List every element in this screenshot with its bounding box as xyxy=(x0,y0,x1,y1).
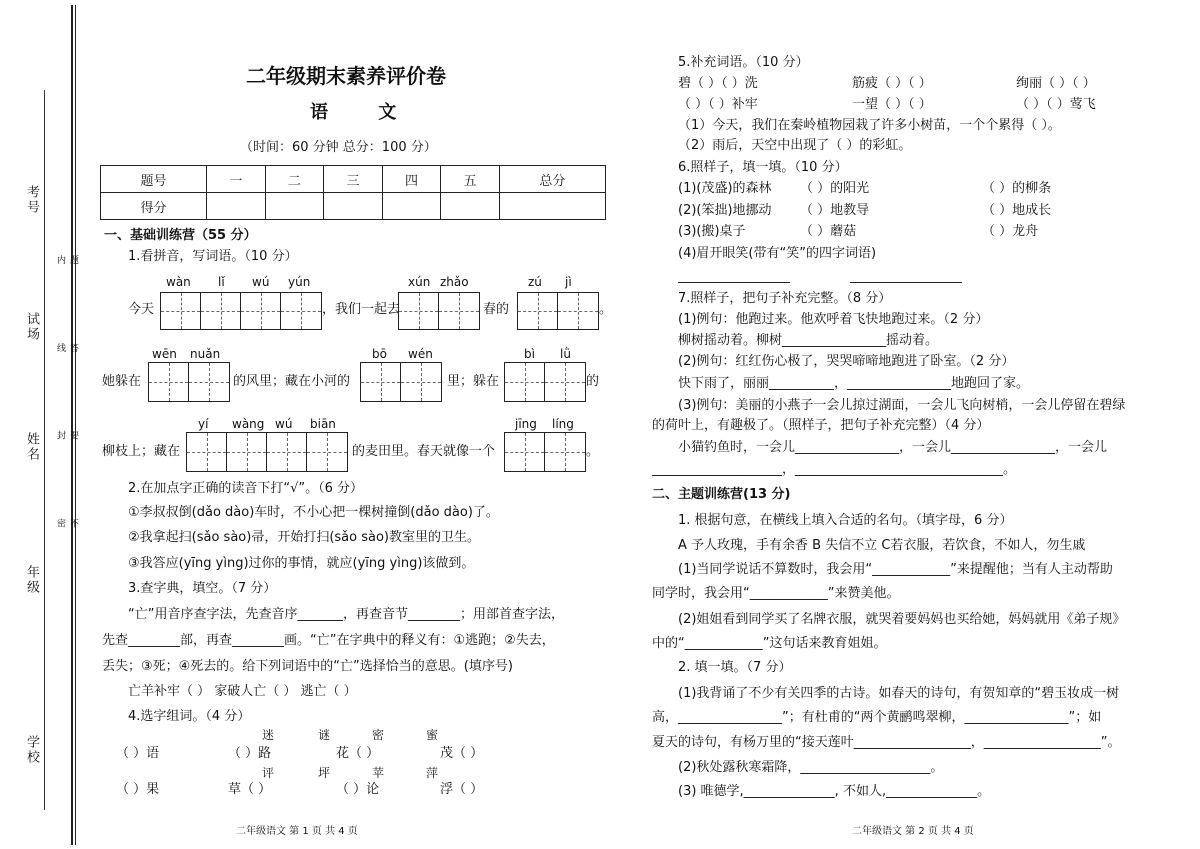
q4-char: 密 xyxy=(372,728,385,742)
score-cell[interactable] xyxy=(324,193,383,220)
pinyin: lǐ xyxy=(218,275,225,289)
score-table xyxy=(100,165,606,220)
q4-char: 坪 xyxy=(318,766,331,780)
score-header-cell: 五 xyxy=(441,166,500,193)
score-cell[interactable] xyxy=(441,193,500,220)
t2-line: (1)我背诵了不少有关四季的古诗。如春天的诗句，有贺知章的“碧玉妆成一树 xyxy=(678,686,1120,701)
time-info: （时间：60 分钟 总分：100 分） xyxy=(240,140,437,155)
field-nianji: 年级 xyxy=(24,565,39,595)
score-cell[interactable] xyxy=(207,193,266,220)
q1-text: 的 xyxy=(586,374,600,389)
t1-line: 同学时，我会用“____________”来赞美他。 xyxy=(652,586,900,601)
q6-cell: (2)(笨拙)地挪动 xyxy=(678,203,772,218)
pinyin: wēn xyxy=(152,347,177,361)
q4-char: 评 xyxy=(262,766,275,780)
score-cell[interactable] xyxy=(499,193,605,220)
q4-char: 谜 xyxy=(318,728,331,742)
pinyin: líng xyxy=(552,417,574,431)
q7-line: (3)例句：美丽的小燕子一会儿掠过湖面，一会儿飞向树梢，一会儿停留在碧绿 xyxy=(678,398,1126,413)
pinyin: bì xyxy=(524,347,535,361)
q4-item: 浮（ ） xyxy=(440,782,484,797)
t2-title: 2. 填一填。（7 分） xyxy=(678,660,792,675)
q3-line: 先查________部，再查________画。“亡”在字典中的释义有：①逃跑；②失去， xyxy=(102,633,555,648)
q6-cell: （ ）龙舟 xyxy=(982,224,1039,239)
t1-line: 中的“____________”这句话来教育姐姐。 xyxy=(652,636,887,651)
q6-cell: （ ）蘑菇 xyxy=(800,224,857,239)
q5-sentence: （1）今天，我们在秦岭植物园栽了许多小树苗，一个个累得（ ）。 xyxy=(678,118,1061,133)
q2-title: 2.在加点字正确的读音下打“√”。（6 分） xyxy=(128,481,364,496)
q7-line: 的荷叶上，有趣极了。（照样子，把句子补充完整）（4 分） xyxy=(652,418,990,433)
pinyin: lǜ xyxy=(560,347,571,361)
q7-line: 小猫钓鱼时，一会儿________________，一会儿________________，一会儿 xyxy=(678,440,1108,455)
q5-item: （ ）（ ）莺飞 xyxy=(1016,97,1096,112)
q1-text: ，我们一起去 xyxy=(322,302,401,317)
q6-cell: （ ）地教导 xyxy=(800,203,870,218)
pinyin: wú xyxy=(252,275,270,289)
q7-line: (2)例句：红红伤心极了，哭哭啼啼地跑进了卧室。（2 分） xyxy=(678,354,1015,369)
q4-char: 迷 xyxy=(262,728,275,742)
q5-item: （ ）（ ）补牢 xyxy=(678,97,758,112)
q4-char: 萍 xyxy=(426,766,439,780)
pinyin: xún xyxy=(408,275,431,289)
t2-line: (2)秋处露秋寒霜降，____________________。 xyxy=(678,760,944,775)
t1-line: (1)当同学说话不算数时，我会用“____________”来提醒他；当有人主动帮助 xyxy=(678,562,1113,577)
score-header-cell: 三 xyxy=(324,166,383,193)
field-xuexiao: 学校 xyxy=(24,735,39,765)
q5-title: 5.补充词语。（10 分） xyxy=(678,55,809,70)
q1-text: 里；躲在 xyxy=(447,374,500,389)
pinyin: nuǎn xyxy=(190,347,221,361)
q5-sentence: （2）雨后，天空中出现了（ ）的彩虹。 xyxy=(678,138,912,153)
tianzige-box[interactable] xyxy=(504,432,586,472)
score-cell[interactable] xyxy=(382,193,441,220)
q7-line: ____________________，________________________________。 xyxy=(652,462,1016,477)
section-2-heading: 二、主题训练营(13 分) xyxy=(652,487,791,502)
field-shichang: 试场 xyxy=(24,312,39,342)
q6-cell: （ ）的阳光 xyxy=(800,181,870,196)
q4-item: （ ）路 xyxy=(228,746,272,761)
q1-text: 的麦田里。春天就像一个 xyxy=(352,444,496,459)
pinyin: wàn xyxy=(166,275,191,289)
q4-item: （ ）果 xyxy=(116,782,160,797)
q6-cell: （ ）的柳条 xyxy=(982,181,1052,196)
q5-item: 碧（ ）（ ）洗 xyxy=(678,76,758,91)
score-row-label: 得分 xyxy=(101,193,207,220)
q2-item: ①李叔叔倒(dǎo dào)车时，不小心把一棵树撞倒(dǎo dào)了。 xyxy=(128,505,499,520)
pinyin: wú xyxy=(275,417,293,431)
q5-item: 绚丽（ ）（ ） xyxy=(1016,76,1096,91)
q1-title: 1.看拼音，写词语。（10 分） xyxy=(128,249,298,264)
tianzige-box[interactable] xyxy=(186,432,348,472)
q4-item: 花（ ） xyxy=(336,746,380,761)
t2-line: (3) 唯德学,______________, 不如人,______________。 xyxy=(678,784,991,799)
q1-text: 柳枝上；藏在 xyxy=(102,444,181,459)
q6-cell: (1)(茂盛)的森林 xyxy=(678,181,772,196)
pinyin: bō xyxy=(372,347,387,361)
pinyin: jīng xyxy=(515,417,537,431)
q7-line: (1)例句：他跑过来。他欢呼着飞快地跑过来。（2 分） xyxy=(678,312,989,327)
t2-line: 高，________________”；有杜甫的“两个黄鹂鸣翠柳，________________”；如 xyxy=(652,710,1102,725)
field-kaohao: 考号 xyxy=(24,185,39,215)
tianzige-box[interactable] xyxy=(148,362,230,402)
tianzige-box[interactable] xyxy=(360,362,442,402)
t2-line: 夏天的诗句，有杨万里的“接天莲叶__________________，__________________”。 xyxy=(652,735,1121,750)
q6-item-4: (4)眉开眼笑(带有“笑”的四字词语) xyxy=(678,246,877,261)
q3-title: 3.查字典，填空。（7 分） xyxy=(128,581,277,596)
t1-line: (2)姐姐看到同学买了名牌衣服，就哭着要妈妈也买给她，妈妈就用《弟子规》 xyxy=(678,612,1126,627)
section-1-heading: 一、基础训练营（55 分） xyxy=(104,228,257,243)
q5-item: 一望（ ）（ ） xyxy=(852,97,932,112)
q6-cell: （ ）地成长 xyxy=(982,203,1052,218)
q4-item: （ ）论 xyxy=(336,782,380,797)
q4-item: （ ）语 xyxy=(116,746,160,761)
q7-line: 柳树摇动着。柳树________________摇动着。 xyxy=(678,333,939,348)
tianzige-box[interactable] xyxy=(504,362,586,402)
pinyin: zhǎo xyxy=(440,275,469,289)
pinyin: wàng xyxy=(232,417,265,431)
q1-text: 春的 xyxy=(483,302,510,317)
field-xingming: 姓名 xyxy=(24,432,39,462)
name-field-line xyxy=(44,90,45,810)
q2-item: ②我拿起扫(sǎo sào)帚，开始打扫(sǎo sào)教室里的卫生。 xyxy=(128,530,480,545)
tianzige-box[interactable] xyxy=(160,292,322,330)
t1-options: A 予人玫瑰，手有余香 B 失信不立 C若衣服，若饮食，不如人，勿生戚 xyxy=(678,538,1086,553)
q1-text: 的风里；藏在小河的 xyxy=(233,374,351,389)
tianzige-box[interactable] xyxy=(398,292,480,330)
q1-text: 。 xyxy=(586,444,600,459)
answer-line[interactable] xyxy=(850,282,962,283)
footer-page-2: 二年级语文 第 2 页 共 4 页 xyxy=(852,826,974,837)
q6-cell: (3)(搬)桌子 xyxy=(678,224,746,239)
subject-title: 语 文 xyxy=(310,102,419,123)
q1-text: 她躲在 xyxy=(102,374,142,389)
q1-text: 。 xyxy=(599,302,613,317)
pinyin: zú xyxy=(528,275,542,289)
q3-line: “亡”用音序查字法，先查音序_______，再查音节________；用部首查字法， xyxy=(128,607,564,622)
q4-char: 苹 xyxy=(372,766,385,780)
score-header-cell: 四 xyxy=(382,166,441,193)
pinyin: wén xyxy=(408,347,433,361)
q4-item: 茂（ ） xyxy=(440,746,484,761)
q3-line: 丢失；③死；④死去的。给下列词语中的“亡”选择恰当的意思。(填序号) xyxy=(102,659,513,674)
q4-title: 4.选字组词。（4 分） xyxy=(128,709,251,724)
q4-item: 草（ ） xyxy=(228,782,272,797)
q5-item: 筋疲（ ）（ ） xyxy=(852,76,932,91)
q7-title: 7.照样子，把句子补充完整。（8 分） xyxy=(678,291,892,306)
t1-title: 1. 根据句意，在横线上填入合适的名句。（填字母，6 分） xyxy=(678,513,1013,528)
score-header-cell: 二 xyxy=(265,166,324,193)
pinyin: yún xyxy=(288,275,311,289)
q2-item: ③我答应(yīng yìng)过你的事情，就应(yīng yìng)该做到。 xyxy=(128,556,475,571)
score-header-cell: 一 xyxy=(207,166,266,193)
pinyin: biān xyxy=(310,417,336,431)
q4-char: 蜜 xyxy=(426,728,439,742)
pinyin: yí xyxy=(198,417,209,431)
tianzige-box[interactable] xyxy=(517,292,599,330)
footer-page-1: 二年级语文 第 1 页 共 4 页 xyxy=(236,826,358,837)
exam-title: 二年级期末素养评价卷 xyxy=(246,64,446,88)
score-header-cell: 题号 xyxy=(101,166,207,193)
seal-warning: 题 答 要 不 内 线 封 密 xyxy=(55,255,78,566)
q3-line: 亡羊补牢（ ） 家破人亡（ ） 逃亡（ ） xyxy=(128,684,357,699)
q1-text: 今天 xyxy=(128,302,155,317)
score-cell[interactable] xyxy=(265,193,324,220)
answer-line[interactable] xyxy=(678,282,790,283)
score-header-cell: 总分 xyxy=(499,166,605,193)
q6-title: 6.照样子，填一填。（10 分） xyxy=(678,160,848,175)
q7-line: 快下雨了，丽丽__________，________________地跑回了家。 xyxy=(678,376,1030,391)
pinyin: jì xyxy=(565,275,572,289)
